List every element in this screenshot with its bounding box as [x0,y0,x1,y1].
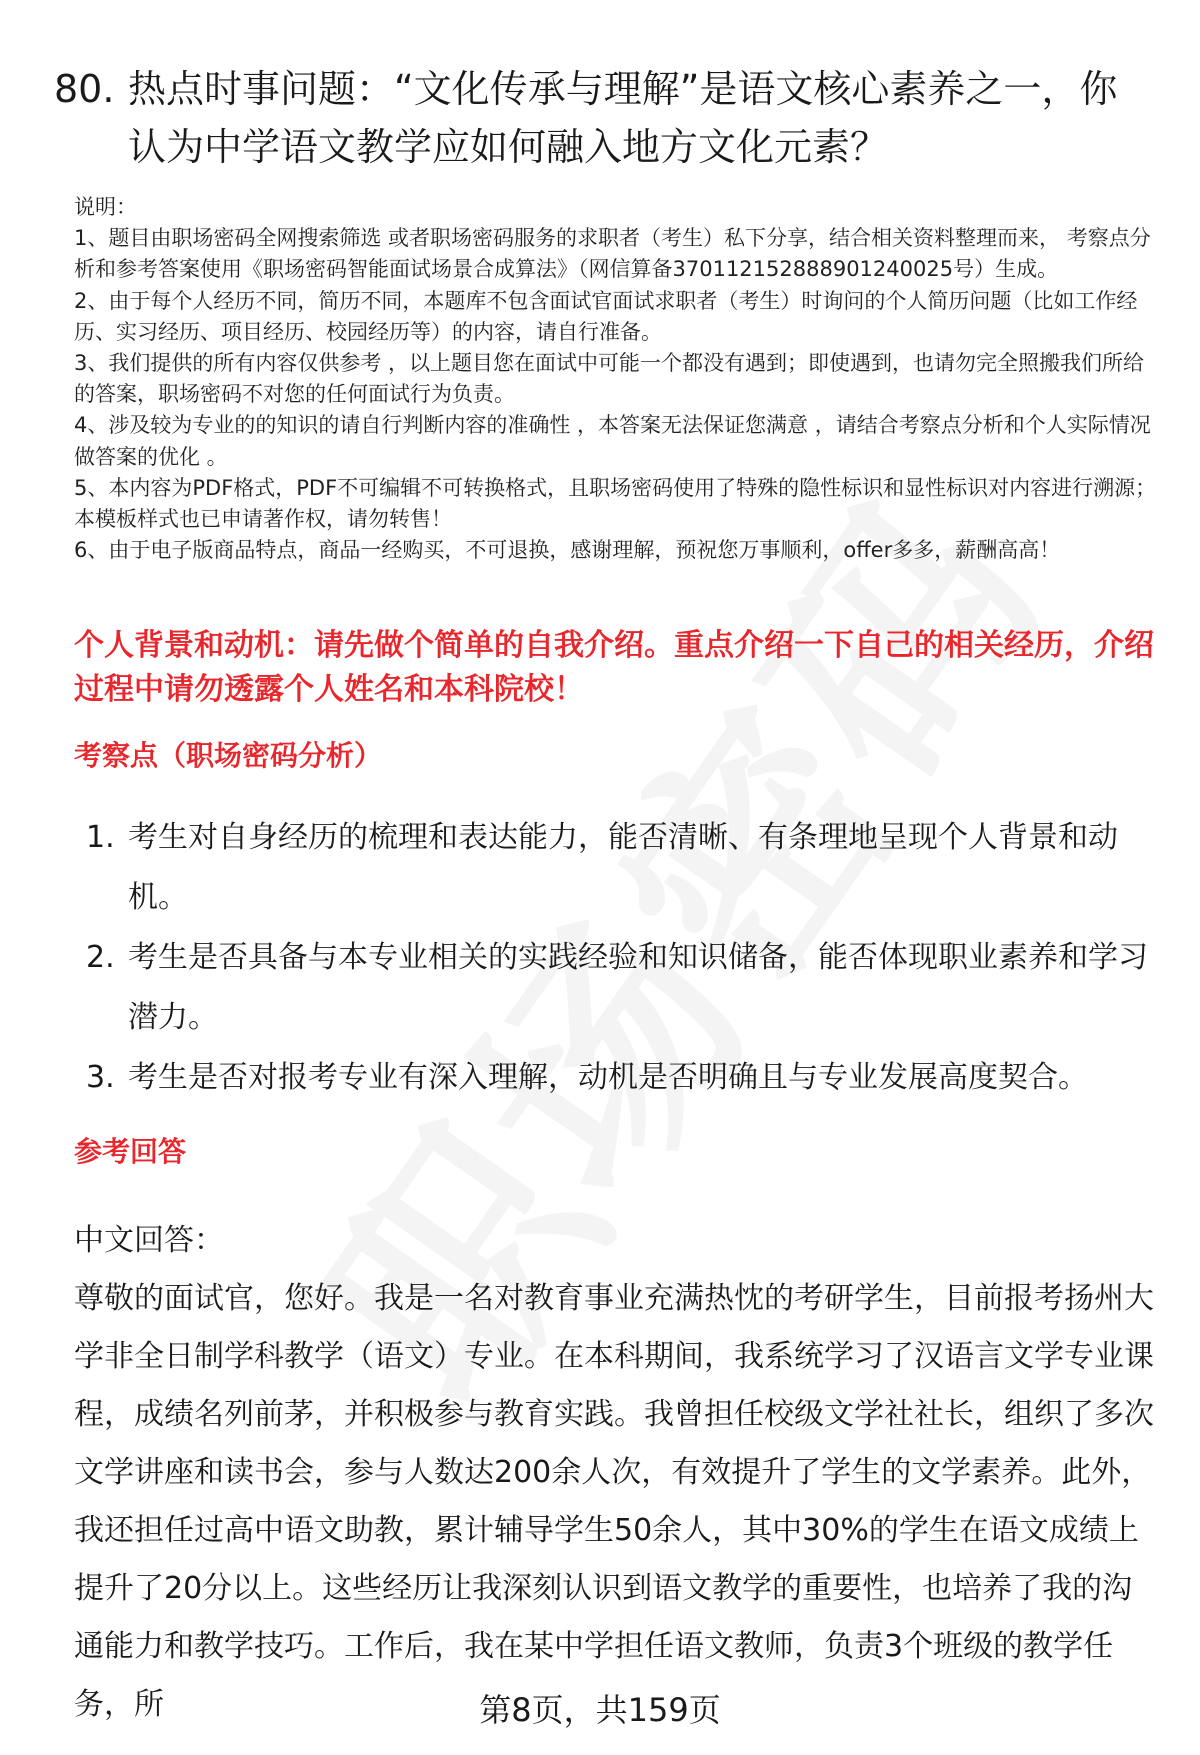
answer-body: 尊敬的面试官，您好。我是一名对教育事业充满热忱的考研学生，目前报考扬州大学非全日制学科教学（语文）专业。在本科期间，我系统学习了汉语言文学专业课程，成绩名列前茅，并积极参与教育实践。我曾担任校级文学社社长，组织了多次文学讲座和读书会，参与人数达200余人次，有效提升了学生的文学素养。此外，我还担任过高中语文助教，累计辅导学生50余人，其中30%的学生在语文成绩上提升了20分以上。这些经历让我深刻认识到语文教学的重要性，也培养了我的沟通能力和教学技巧。工作后，我在某中学担任语文教师，负责3个班级的教学任务，所 [74,1281,1154,1722]
list-item-number: 3. [86,1060,115,1095]
kaochadian-heading: 考察点（职场密码分析） [74,739,383,772]
notes-item: 3、我们提供的所有内容仅供参考 ，以上题目您在面试中可能一个都没有遇到；即使遇到，也请勿完全照搬我们所给的答案，职场密码不对您的任何面试行为负责。 [74,351,1145,407]
notes-section [74,192,1164,566]
list-item-text: 考生是否对报考专业有深入理解，动机是否明确且与专业发展高度契合。 [128,1060,1088,1095]
notes-item: 1、题目由职场密码全网搜索筛选 或者职场密码服务的求职者（考生）私下分享，结合相关资料整理而来， 考察点分析和参考答案使用《职场密码智能面试场景合成算法》（网信算备370112152888901240025号）生成。 [74,226,1151,282]
question-number: 80. [54,67,115,111]
list-item-text: 考生是否具备与本专业相关的实践经验和知识储备，能否体现职业素养和学习潜力。 [128,940,1148,1035]
list-item-number: 1. [86,820,115,855]
notes-item: 4、涉及较为专业的的知识的请自行判断内容的准确性 ，本答案无法保证您满意 ，请结合考察点分析和个人实际情况做答案的优化 。 [74,413,1151,469]
answer-heading: 参考回答 [74,1135,187,1168]
background-heading: 个人背景和动机：请先做个简单的自我介绍。重点介绍一下自己的相关经历，介绍过程中请勿透露个人姓名和本科院校！ [74,628,1154,707]
list-item [80,928,1160,1048]
answer-section [74,1212,1159,1734]
kaochadian-list [80,808,1160,1108]
notes-title: 说明： [74,195,137,219]
page-footer: 第8页，共159页 [479,1691,721,1729]
notes-item: 6、由于电子版商品特点，商品一经购买，不可退换，感谢理解，预祝您万事顺利，offer多多，薪酬高高！ [74,538,1061,563]
notes-item: 2、由于每个人经历不同，简历不同，本题库不包含面试官面试求职者（考生）时询问的个人简历问题（比如工作经历、实习经历、项目经历、校园经历等）的内容，请自行准备。 [74,288,1138,344]
list-item-number: 2. [86,940,115,975]
list-item [80,808,1160,928]
question-text: 热点时事问题：“文化传承与理解”是语文核心素养之一，你认为中学语文教学应如何融入地方文化元素？ [128,67,1118,169]
list-item-text: 考生对自身经历的梳理和表达能力，能否清晰、有条理地呈现个人背景和动机。 [128,820,1118,915]
answer-label: 中文回答： [74,1223,224,1258]
notes-item: 5、本内容为PDF格式，PDF不可编辑不可转换格式，且职场密码使用了特殊的隐性标识和显性标识对内容进行溯源；本模板样式也已申请著作权，请勿转售！ [74,475,1157,532]
list-item [80,1048,1160,1108]
